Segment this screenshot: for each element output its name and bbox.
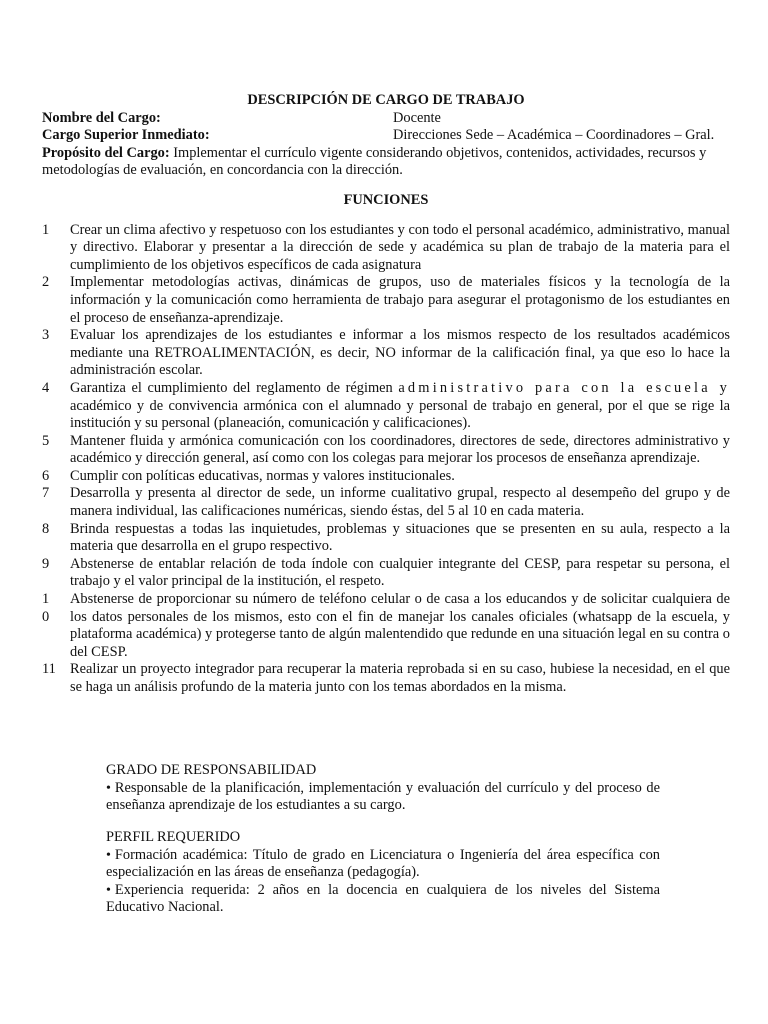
bullet-item [106,882,660,917]
document-body [42,92,730,697]
item-number-part: 1 [42,591,50,608]
responsibility-title: GRADO DE RESPONSABILIDAD [106,762,317,778]
item-number: 11 [42,661,56,678]
profile-section [106,829,660,917]
responsibility-section [106,762,660,815]
bullet-text: Responsable de la planificación, implementación y evaluación del currículo y del proceso de enseñanza aprendizaje de los estudiantes a su cargo. [106,779,660,814]
item-text [70,380,730,433]
list-item [42,485,730,520]
item-number: 8 [42,520,50,537]
item-number: 7 [42,485,50,502]
field-row-superior [42,127,730,145]
item-text: Mantener fluida y armónica comunicación con los coordinadores, directores de sede, directores administrativo y académico y dirección general, así como con los colegas para mejorar los procesos de enseñanza aprendizaje. [70,432,730,467]
bullet-text: Experiencia requerida: 2 años en la docencia en cualquiera de los niveles del Sistema Educativo Nacional. [106,881,660,916]
item-text-spaced: administrativo para con la escuela y [398,379,730,396]
list-item [42,661,730,696]
profile-title: PERFIL REQUERIDO [106,829,241,845]
purpose-text: Implementar el currículo vigente considerando objetivos, contenidos, actividades, recursos y metodologías de evaluación, en concordancia con la dirección. [42,144,707,179]
item-text: Crear un clima afectivo y respetuoso con los estudiantes y con todo el personal académico, administrativo, manual y directivo. Elaborar y presentar a la dirección de sede y académica su plan de trabajo de la materia para el cumplimiento de los objetivos específicos de cada asignatura [70,221,730,273]
item-number: 3 [42,327,50,344]
field-label: Nombre del Cargo: [42,109,161,126]
bullet-icon: • [106,780,111,796]
field-value: Direcciones Sede – Académica – Coordinadores – Gral. [393,127,715,144]
purpose-label: Propósito del Cargo: [42,144,170,161]
item-text: Abstenerse de entablar relación de toda índole con cualquier integrante del CESP, para respetar su persona, el trabajo y el valor principal de la institución, el respeto. [70,555,730,590]
bullet-icon: • [106,847,111,863]
bullet-text: Formación académica: Título de grado en Licenciatura o Ingeniería del área específica con especialización en las áreas de enseñanza (pedagogía). [106,846,660,881]
bullet-icon: • [106,882,111,898]
list-item [42,433,730,468]
item-text: Cumplir con políticas educativas, normas y valores institucionales. [70,467,455,484]
list-item [42,222,730,275]
functions-list [42,222,730,697]
list-item [42,468,730,486]
item-number: 1 [42,221,50,238]
functions-heading: FUNCIONES [343,191,429,208]
field-label: Cargo Superior Inmediato: [42,127,210,144]
item-text: Evaluar los aprendizajes de los estudiantes e informar a los mismos respecto de los resultados académicos mediante una RETROALIMENTACIÓN, es decir, NO informar de la calificación final, ya que eso lo hace la administración escolar. [70,327,730,379]
list-item [42,274,730,327]
item-number: 4 [42,379,50,396]
field-row-position [42,110,730,128]
item-number: 5 [42,432,50,449]
list-item [42,380,730,433]
item-text: Abstenerse de proporcionar su número de teléfono celular o de casa a los educandos y de solicitar cualquiera de los datos personales de los mismos, esto con el fin de manejar los canales oficiales (whatsapp de la escuela, y plataforma académica) y protegerse tanto de algún malentendido que redunde en una situación legal en su contra o del CESP. [70,591,730,660]
item-text: Brinda respuestas a todas las inquietudes, problemas y situaciones que se presenten en su aula, respecto a la materia que desarrolla en el grupo respectivo. [70,520,730,555]
item-text: Desarrolla y presenta al director de sede, un informe cualitativo grupal, respecto al desempeño del grupo y de manera individual, las calificaciones numéricas, siendo éstas, del 5 al 10 en cada materia. [70,485,730,520]
field-value: Docente [393,109,441,126]
bullet-item [106,847,660,882]
item-text-part: académico y de convivencia armónica con el alumnado y personal de trabajo en general, por el que se rige la institución y su personal (planeación, comunicación y calificaciones). [70,397,730,432]
list-item [42,556,730,591]
item-text: Implementar metodologías activas, dinámicas de grupos, uso de materiales físicos y la tecnología de la información y la comunicación como herramienta de trabajo para asegurar el protagonismo de los estudiantes en el proceso de enseñanza-aprendizaje. [70,274,730,326]
item-number-part: 0 [42,608,50,625]
list-item [42,327,730,380]
item-number: 2 [42,274,50,291]
item-number [42,591,70,661]
item-number: 9 [42,555,50,572]
item-number: 6 [42,467,50,484]
item-text: Realizar un proyecto integrador para recuperar la materia reprobada si en su caso, hubiese la necesidad, en el que se haga un análisis profundo de la materia junto con los temas abordados en la misma. [70,661,730,695]
list-item [42,521,730,556]
document-title: DESCRIPCIÓN DE CARGO DE TRABAJO [247,92,525,108]
list-item [42,591,730,661]
item-text-part: Garantiza el cumplimiento del reglamento de régimen [70,379,399,396]
bullet-item [106,780,660,815]
purpose-paragraph [42,145,730,180]
